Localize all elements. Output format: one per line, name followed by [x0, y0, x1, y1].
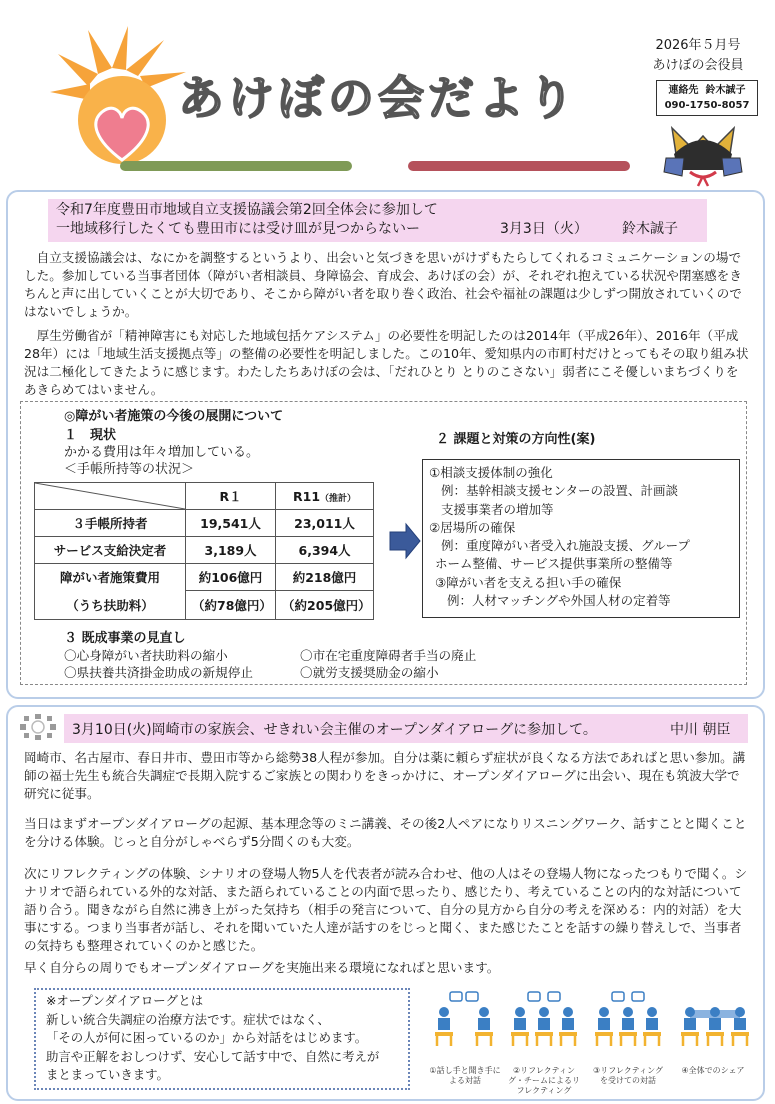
table-cell: 約218億円 [276, 564, 374, 591]
measures-box [422, 459, 740, 618]
article1-para1: 自立支援協議会は、なにかを調整するというより、出会いと気づきを思いがけずもたらしてくれるコミュニケーションの場でした。参加している当事者団体（障がい者相談員、身障協会、育成会、あけぼの会）が、それぞれ抱えている状況や閉塞感をきちんと声に出していくことが大切であり、そこから障がい者を取り巻く政治、社会や福祉の課題は少しずつ開放されていくのではないでしょうか。 [24, 250, 742, 319]
article2-headline-box [64, 714, 748, 743]
table-cell: 23,011人 [276, 510, 374, 537]
contact-label: 連絡先 [668, 85, 699, 96]
newsletter-title: あけぼの会だより [178, 71, 578, 125]
measure-line: 例：基幹相談支援センターの設置、計画談 [441, 483, 679, 499]
measure-line: 例：人材マッチングや外国人材の定着等 [447, 593, 671, 609]
measure-line: ホーム整備、サービス提供事業所の整備等 [435, 556, 673, 572]
table-cell: 19,541人 [186, 510, 276, 537]
pair-dialogue-icon [435, 992, 493, 1046]
table-cell: 約106億円 [186, 564, 276, 591]
table-row-label: 障がい者施策費用 [35, 564, 186, 591]
dialogue-illustrations [428, 984, 758, 1064]
article2-author: 中川 朝臣 [670, 722, 731, 738]
measure-line: 例：重度障がい者受入れ施設支援、グループ [441, 538, 691, 554]
article1-headline-line2: 一地域移行したくても豊田市には受け皿が見つからないー [56, 221, 420, 237]
icon-caption: ②リフレクティング・チームによるリフレクティング [508, 1066, 580, 1095]
section1-text: かかる費用は年々増加している。 [64, 445, 260, 460]
table-row-label: （うち扶助料） [35, 591, 186, 620]
after-reflecting-icon [595, 992, 661, 1046]
table-cell: （約205億円） [276, 591, 374, 620]
table-col-r11 [276, 483, 374, 510]
header-meta [628, 36, 768, 76]
section3-title: ３ 既成事業の見直し [64, 631, 186, 646]
article1-author: 鈴木誠子 [622, 221, 678, 237]
section2-title: ２ 課題と対策の方向性(案) [436, 432, 596, 447]
article2-para3: 次にリフレクティングの体験、シナリオの登場人物5人を代表者が読み合わせ、他の人はその登場人物になったつもりで聞く。シナリオで語られている外的な対話、また語られていることの内面で思ったり、感じたり、考えていることの内的な対話について語り合う。聞きながら自然に沸き上がった気持ち（相手の発言について、自分の見方から自分の考えを深める：内的対話）を大事にする。つまり当事者が話し、それを聞いていた人達が話すのをじっと聞く、また感じたことを話すの繰り替えしで、当事者の気持ちも整理されていくのかと感じた。 [24, 866, 748, 953]
table-cell: 6,394人 [276, 537, 374, 564]
section1-title: １ 現状 [64, 428, 117, 443]
note-line: 新しい統合失調症の治療方法です。症状ではなく、 [46, 1011, 330, 1027]
icon-caption: ①話し手と聞き手による対話 [429, 1066, 501, 1085]
open-dialogue-note [34, 988, 410, 1090]
table-row [35, 537, 374, 564]
header-bar-green [120, 161, 352, 171]
circle-of-chairs-icon [16, 712, 60, 742]
section1-sub: ＜手帳所持等の状況＞ [64, 462, 195, 477]
section3-item: 〇心身障がい者扶助料の縮小 [64, 648, 228, 663]
note-line: ※オープンダイアローグとは [46, 993, 204, 1008]
section3-item: 〇就労支援奨励金の縮小 [300, 665, 439, 680]
note-line: まとまっていきます。 [46, 1067, 169, 1082]
note-line: 「その人が何に困っているのか」から対話をはじめます。 [46, 1030, 368, 1045]
contact-name: 鈴木誠子 [705, 85, 746, 96]
table-corner-cell [35, 483, 186, 510]
note-line: 助言や正解をおしつけず、安心して話す中で、自然に考えが [46, 1048, 380, 1064]
issue-date: 2026年５月号 [655, 38, 741, 53]
right-arrow-icon [388, 522, 422, 560]
group-share-icon [681, 1007, 749, 1046]
article1-headline-box [48, 199, 707, 242]
article1-para2: 厚生労働省が「精神障害にも対応した地域包括ケアシステム」の必要性を明記したのは2014年（平成26年）、2016年（平成28年）には「地域生活支援拠点等」の整備の必要性を明記しました。この10年、愛知県内の市町村だけとってもその取り組み状況は二極化してきたように感じます。わたしたちあけぼの会は、「だれひとり とりのこさない」弱者にこそ優しいまちづくりをあきらめてはいません。 [24, 328, 749, 397]
contact-phone: 090-1750-8057 [664, 100, 750, 111]
article2-para4: 早く自分らの周りでもオープンダイアローグを実施出来る環境になればと思います。 [24, 960, 500, 975]
measure-line: 支援事業者の増加等 [441, 501, 554, 517]
sun-heart-logo [40, 22, 190, 172]
table-cell: 3,189人 [186, 537, 276, 564]
article1-headline-line1: 令和7年度豊田市地域自立支援協議会第2回全体会に参加して [56, 202, 438, 218]
article2-headline: 3月10日(火)岡崎市の家族会、せきれい会主催のオープンダイアローグに参加して。 [72, 722, 597, 738]
table-cell: （約78億円） [186, 591, 276, 620]
handbook-table [34, 482, 374, 620]
measure-line: ①相談支援体制の強化 [429, 465, 553, 480]
contact-box [656, 80, 758, 116]
section3-item: 〇市在宅重度障碍者手当の廃止 [300, 648, 477, 663]
table-row [35, 510, 374, 537]
table-row [35, 591, 374, 620]
table-row [35, 564, 374, 591]
table-header-row [35, 483, 374, 510]
section3-item: 〇県扶養共済掛金助成の新規停止 [64, 665, 253, 680]
header-bar-red [408, 161, 630, 171]
article2-para1: 岡崎市、名古屋市、春日井市、豊田市等から総勢38人程が参加。自分は薬に頼らず症状が良くなる方法であればと思い参加。講師の福士先生も統合失調症で長期入院するご家族との関わりをきっかけに、オープンダイアローグに出会い、現在も筑波大学で研究に従事。 [24, 750, 746, 801]
article1-date: 3月3日（火） [500, 221, 588, 237]
publisher: あけぼの会役員 [652, 58, 744, 73]
measure-line: ③障がい者を支える担い手の確保 [435, 574, 622, 590]
table-col-r11-label: R11 [293, 488, 321, 504]
article2-para2: 当日はまずオープンダイアローグの起源、基本理念等のミニ講義、その後2人ペアになりリスニングワーク、話すことと聞くことを分ける体験。じっと自分がしゃべらず5分間くのも大変。 [24, 816, 747, 849]
kabuto-helmet-icon [662, 118, 744, 188]
measure-line: ②居場所の確保 [429, 519, 516, 535]
table-col-r1: R１ [186, 483, 276, 510]
table-row-label: ３手帳所持者 [35, 510, 186, 537]
table-row-label: サービス支給決定者 [35, 537, 186, 564]
note-text [36, 990, 408, 1087]
measures-list [423, 460, 739, 614]
icon-caption: ③リフレクティングを受けての対話 [593, 1066, 663, 1085]
icon-caption: ④全体でのシェア [681, 1066, 745, 1075]
reflecting-team-icon [511, 992, 577, 1046]
table-col-r11-note: （推計） [320, 493, 357, 504]
policy-heading: ◎障がい者施策の今後の展開について [64, 409, 284, 424]
